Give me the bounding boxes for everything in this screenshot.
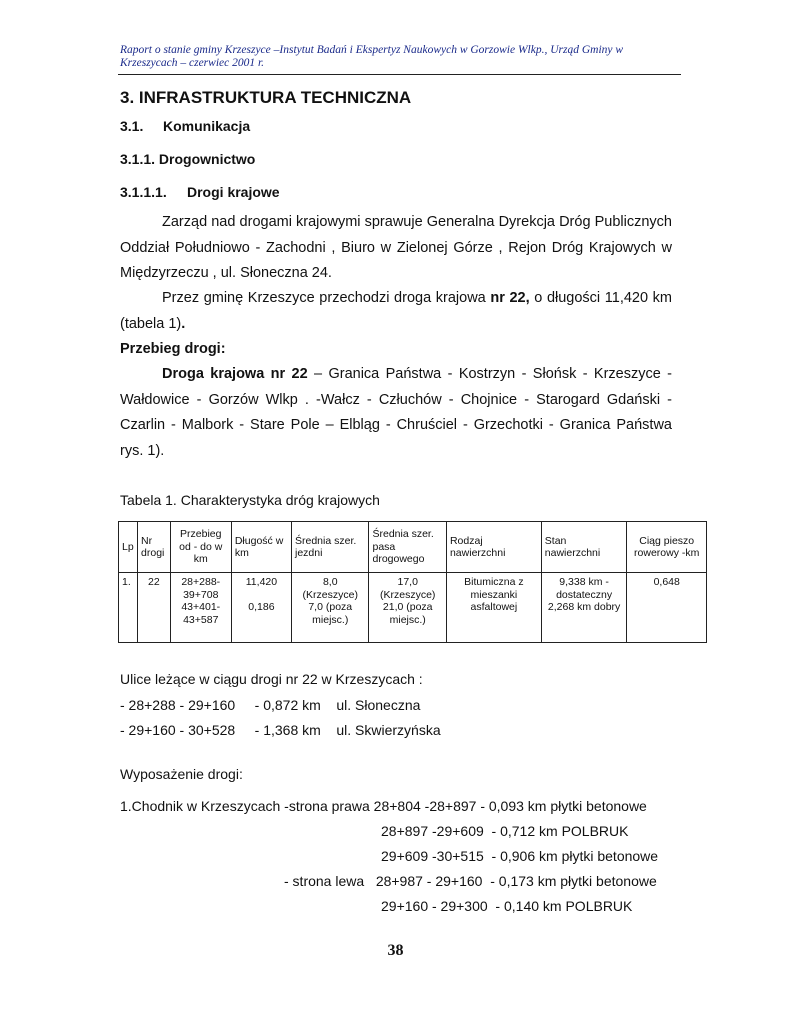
- header-ciag: Ciąg pieszo rowerowy -km: [627, 522, 707, 573]
- cell-lp: 1.: [119, 573, 138, 643]
- cell-ciag: 0,648: [627, 573, 707, 643]
- equipment-line-4: - strona lewa 28+987 - 29+160 - 0,173 km płytki betonowe: [284, 873, 657, 889]
- header-szer-pasa: Średnia szer. pasa drogowego: [369, 522, 446, 573]
- street-line-1: - 28+288 - 29+160 - 0,872 km ul. Słoneczna: [120, 697, 421, 713]
- subsubsection-title: [120, 184, 280, 200]
- section-name: Komunikacja: [163, 118, 251, 134]
- road-length-text-b: o długości 11,420 km (tabela 1): [120, 290, 673, 332]
- table-row: [119, 573, 707, 643]
- header-stan: Stan nawierzchni: [541, 522, 627, 573]
- paragraph-road-length: [120, 286, 672, 337]
- equipment-line-2: 28+897 -29+609 - 0,712 km POLBRUK: [381, 823, 629, 839]
- route-heading: Przebieg drogi:: [120, 341, 226, 357]
- road-length-text-a: Przez gminę Krzeszyce przechodzi droga krajowa: [162, 290, 486, 306]
- subsubsection-number: 3.1.1.1.: [120, 184, 167, 200]
- header-divider: [118, 74, 681, 75]
- subsubsection-name: Drogi krajowe: [187, 184, 280, 200]
- road-number: nr 22,: [490, 290, 530, 306]
- paragraph-administration: Zarząd nad drogami krajowymi sprawuje Generalna Dyrekcja Dróg Publicznych Oddział Południowo - Zachodni , Biuro w Zielonej Górze , Rejon Dróg Krajowych w Międzyrzeczu , ul. Słoneczna 24.: [120, 214, 672, 281]
- header-przebieg: Przebieg od - do w km: [170, 522, 231, 573]
- route-road-name: Droga krajowa nr 22: [162, 366, 308, 382]
- equipment-title: Wyposażenie drogi:: [120, 766, 243, 782]
- cell-dlugosc-2: 0,186: [248, 600, 275, 613]
- section-title: [120, 118, 250, 134]
- cell-dlugosc-1: 11,420: [245, 576, 278, 588]
- cell-dlugosc: [231, 573, 291, 643]
- cell-stan: 9,338 km - dostateczny 2,268 km dobry: [541, 573, 627, 643]
- roads-table: [118, 521, 707, 643]
- running-header-line-2: Krzeszycach – czerwiec 2001 r.: [120, 57, 265, 69]
- cell-przebieg: 28+288- 39+708 43+401- 43+587: [170, 573, 231, 643]
- equipment-line-1: 1.Chodnik w Krzeszycach -strona prawa 28+804 -28+897 - 0,093 km płytki betonowe: [120, 798, 647, 814]
- road-length-period: .: [181, 315, 186, 332]
- streets-title: Ulice leżące w ciągu drogi nr 22 w Krzeszycach :: [120, 671, 423, 687]
- header-szer-jezdni: Średnia szer. jezdni: [292, 522, 369, 573]
- cell-szer-jezdni: 8,0 (Krzeszyce) 7,0 (poza miejsc.): [292, 573, 369, 643]
- header-dlugosc: Długość w km: [231, 522, 291, 573]
- paragraph-route: [120, 362, 672, 464]
- section-number: 3.1.: [120, 118, 144, 134]
- header-rodzaj: Rodzaj nawierzchni: [446, 522, 541, 573]
- subsection-title: 3.1.1. Drogownictwo: [120, 151, 256, 167]
- equipment-line-3: 29+609 -30+515 - 0,906 km płytki betonowe: [381, 848, 659, 864]
- street-line-2: - 29+160 - 30+528 - 1,368 km ul. Skwierzyńska: [120, 722, 441, 738]
- page-number: 38: [387, 942, 404, 959]
- cell-nr: 22: [138, 573, 171, 643]
- header-lp: Lp: [119, 522, 138, 573]
- chapter-title: 3. INFRASTRUKTURA TECHNICZNA: [120, 88, 412, 107]
- route-description: – Granica Państwa - Kostrzyn - Słońsk - Krzeszyce - Wałdowice - Gorzów Wlkp . -Wałcz - Człuchów - Chojnice - Starogard Gdański - Czarlin - Malbork - Stare Pole – Elbląg - Chruściel - Grzechotki - Granica Państwa rys. 1).: [120, 366, 672, 459]
- running-header: [120, 44, 680, 70]
- cell-szer-pasa: 17,0 (Krzeszyce) 21,0 (poza miejsc.): [369, 573, 446, 643]
- header-nr: Nr drogi: [138, 522, 171, 573]
- cell-rodzaj: Bitumiczna z mieszanki asfaltowej: [446, 573, 541, 643]
- table-caption: Tabela 1. Charakterystyka dróg krajowych: [120, 492, 380, 508]
- table-header-row: [119, 522, 707, 573]
- running-header-line-1: Raport o stanie gminy Krzeszyce –Instytut Badań i Ekspertyz Naukowych w Gorzowie Wlkp., Urząd Gminy w: [120, 44, 624, 56]
- equipment-line-5: 29+160 - 29+300 - 0,140 km POLBRUK: [381, 898, 633, 914]
